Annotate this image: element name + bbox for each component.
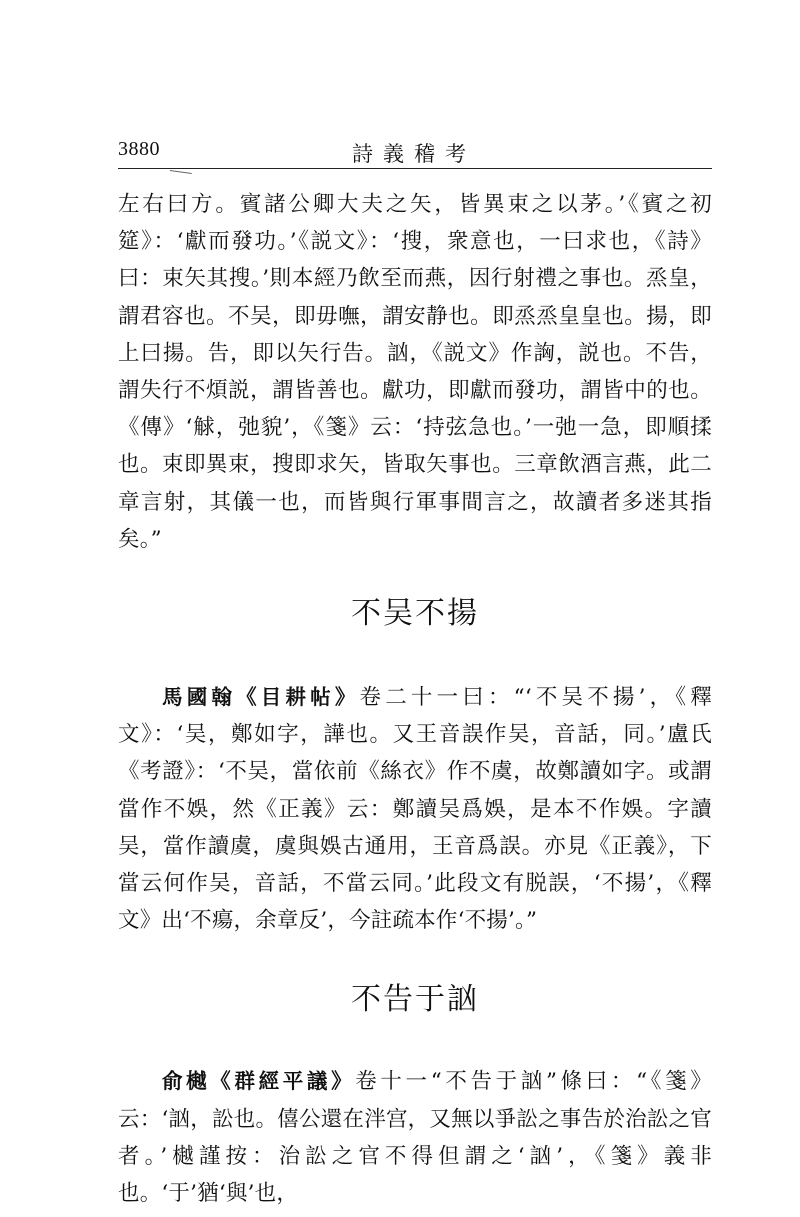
paragraph-ma-guohan — [118, 679, 712, 939]
section-heading-bu-wu-bu-yang: 不吴不揚 — [351, 596, 479, 632]
print-mark — [169, 170, 192, 180]
body-text — [118, 186, 712, 1212]
paragraph-text: 卷十一“不告于訩”條曰：“《箋》云：‘訩，訟也。僖公還在泮宫，又無以爭訟之事告於治訟之官者。’樾謹按：治訟之官不得但謂之‘訩’，《箋》義非也。‘于’猶‘與’也， — [118, 1069, 712, 1207]
running-title: 詩義稽考 — [352, 142, 476, 166]
section-heading-bu-gao-yu-xiong: 不告于訩 — [351, 982, 479, 1018]
page-header — [118, 138, 710, 168]
source-citation: 俞樾《群經平議》 — [162, 1069, 356, 1094]
header-rule — [118, 168, 712, 169]
page-number: 3880 — [118, 138, 160, 160]
paragraph-text: 卷二十一曰：“‘不吴不揚’，《釋文》：‘吴，鄭如字，譁也。又王音誤作吴，音話，同。’盧氏《考證》：‘不吴，當依前《絲衣》作不虞，故鄭讀如字。或謂當作不娛，然《正義》云：鄭讀吴爲娛，是本不作娛。字讀吴，當作讀虞，虞與娛古通用，王音爲誤。亦見《正義》，下當云何作吴，音話，不當云同。’此段文有脱誤，‘不揚’，《釋文》出‘不瘍，余章反’，今註疏本作‘不揚’。” — [118, 685, 712, 934]
paragraph-continued: 左右曰方。賓諸公卿大夫之矢，皆異束之以茅。’《賓之初筵》：‘獻而發功。’《説文》：‘搜，衆意也，一曰求也，《詩》曰：束矢其搜。’則本經乃飲至而燕，因行射禮之事也。烝皇，謂君容也。不吴，即毋嘸，謂安静也。即烝烝皇皇也。揚，即上曰揚。告，即以矢行告。訩，《説文》作詾，説也。不告，謂失行不煩説，謂皆善也。獻功，即獻而發功，謂皆中的也。《傳》‘觩，弛貌’，《箋》云：‘持弦急也。’一弛一急，即順揉也。束即異束，搜即求矢，皆取矢事也。三章飲酒言燕，此二章言射，其儀一也，而皆與行軍事間言之，故讀者多迷其指矣。” — [118, 192, 712, 552]
paragraph-yu-yue — [118, 1063, 712, 1212]
source-citation: 馬國翰《目耕帖》 — [162, 685, 360, 710]
